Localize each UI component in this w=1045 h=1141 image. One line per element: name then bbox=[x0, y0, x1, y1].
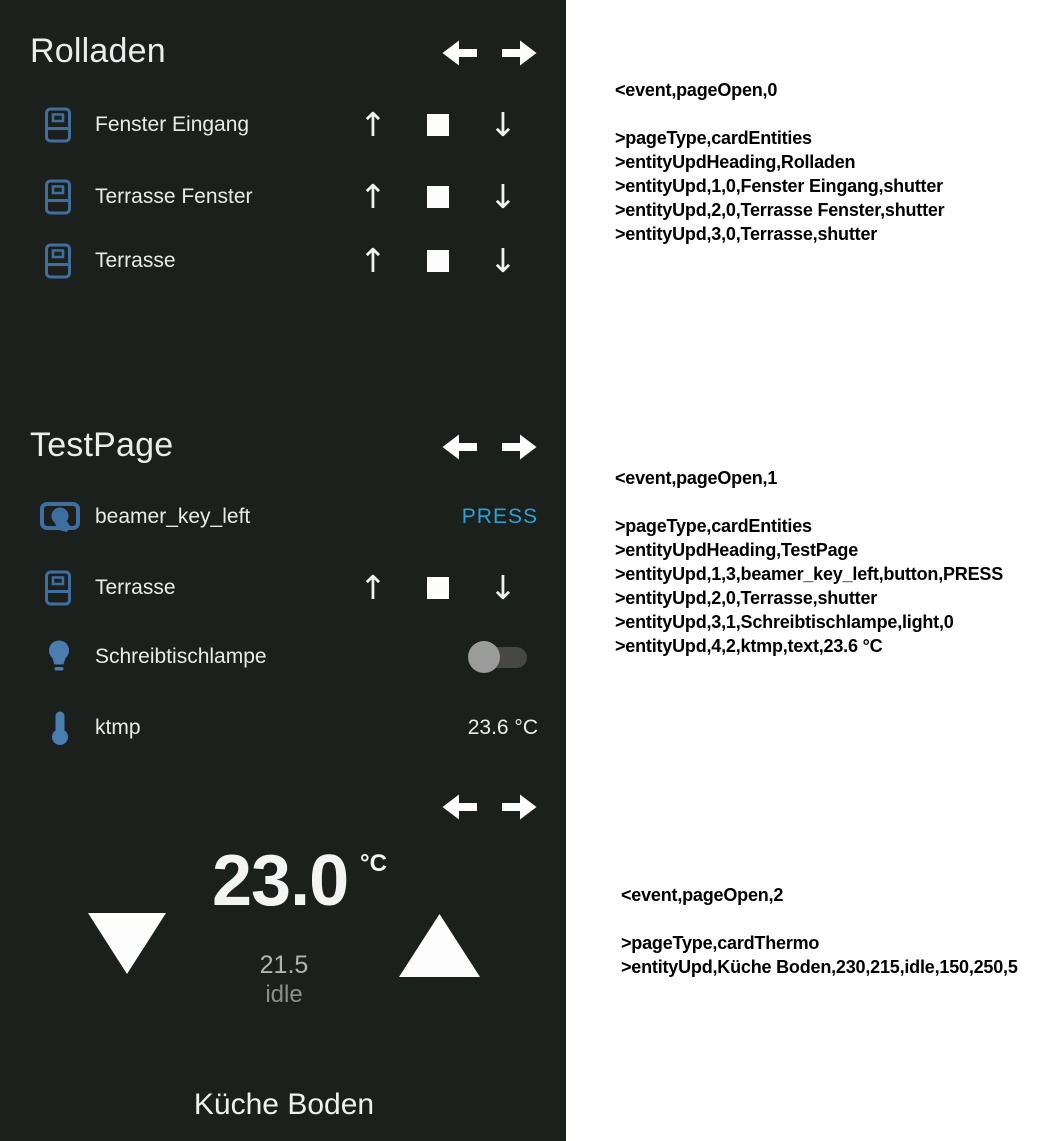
protocol-line: >entityUpd,2,0,Terrasse,shutter bbox=[615, 588, 878, 608]
protocol-line bbox=[621, 907, 1018, 931]
stop-square-icon bbox=[427, 250, 449, 272]
protocol-line: >entityUpd,1,3,beamer_key_left,button,PRESS bbox=[615, 564, 1004, 584]
nav-next-icon[interactable] bbox=[501, 793, 538, 821]
shutter-stop-button[interactable] bbox=[427, 114, 449, 136]
shutter-up-button[interactable]: ↑ bbox=[359, 105, 387, 144]
protocol-line: <event,pageOpen,0 bbox=[615, 80, 778, 100]
shutter-stop-button[interactable] bbox=[427, 186, 449, 208]
shutter-down-button[interactable]: ↓ bbox=[489, 241, 517, 280]
nav-prev-icon[interactable] bbox=[441, 39, 478, 67]
page-title: Rolladen bbox=[30, 32, 166, 70]
shutter-icon bbox=[45, 107, 71, 143]
stop-square-icon bbox=[427, 577, 449, 599]
protocol-line bbox=[615, 102, 945, 126]
protocol-block-page2 bbox=[621, 883, 1018, 979]
nav-next-icon[interactable] bbox=[501, 39, 538, 67]
protocol-line: >entityUpd,Küche Boden,230,215,idle,150,250,5 bbox=[621, 957, 1018, 977]
protocol-line: >entityUpd,3,1,Schreibtischlampe,light,0 bbox=[615, 612, 954, 632]
press-button[interactable]: PRESS bbox=[461, 505, 538, 528]
stop-square-icon bbox=[427, 186, 449, 208]
shutter-stop-button[interactable] bbox=[427, 250, 449, 272]
entity-row bbox=[0, 635, 566, 679]
shutter-icon bbox=[45, 243, 71, 279]
lightbulb-icon bbox=[46, 640, 72, 675]
shutter-down-button[interactable]: ↓ bbox=[489, 105, 517, 144]
protocol-line: <event,pageOpen,2 bbox=[621, 885, 784, 905]
shutter-down-button[interactable]: ↓ bbox=[489, 568, 517, 607]
thermostat-name: Küche Boden bbox=[193, 1088, 375, 1121]
entity-label: Terrasse bbox=[95, 249, 176, 272]
protocol-line: >pageType,cardThermo bbox=[621, 933, 820, 953]
shutter-up-button[interactable]: ↑ bbox=[359, 241, 387, 280]
entity-label: Fenster Eingang bbox=[95, 113, 250, 136]
protocol-line bbox=[615, 490, 1003, 514]
entity-row bbox=[0, 495, 566, 539]
shutter-icon bbox=[45, 570, 71, 606]
shutter-up-button[interactable]: ↑ bbox=[359, 568, 387, 607]
protocol-line: >entityUpd,2,0,Terrasse Fenster,shutter bbox=[615, 200, 945, 220]
protocol-line: >entityUpdHeading,TestPage bbox=[615, 540, 859, 560]
shutter-up-button[interactable]: ↑ bbox=[359, 177, 387, 216]
protocol-block-page0 bbox=[615, 78, 945, 246]
nav-next-icon[interactable] bbox=[501, 433, 538, 461]
entity-label: ktmp bbox=[95, 716, 141, 739]
nav-prev-icon[interactable] bbox=[441, 433, 478, 461]
protocol-block-page1 bbox=[615, 466, 1003, 658]
gesture-tap-button-icon bbox=[40, 499, 80, 535]
protocol-line: >entityUpdHeading,Rolladen bbox=[615, 152, 856, 172]
temperature-unit: °C bbox=[360, 850, 387, 877]
protocol-line: >entityUpd,1,0,Fenster Eingang,shutter bbox=[615, 176, 943, 196]
nav-prev-icon[interactable] bbox=[441, 793, 478, 821]
toggle-knob bbox=[468, 641, 500, 673]
entity-label: Schreibtischlampe bbox=[95, 645, 267, 668]
entity-label: Terrasse Fenster bbox=[95, 185, 253, 208]
shutter-down-button[interactable]: ↓ bbox=[489, 177, 517, 216]
protocol-line: <event,pageOpen,1 bbox=[615, 468, 778, 488]
protocol-line: >pageType,cardEntities bbox=[615, 128, 812, 148]
temp-increase-button[interactable] bbox=[398, 913, 481, 978]
shutter-icon bbox=[45, 179, 71, 215]
entity-row bbox=[0, 175, 566, 219]
entity-row bbox=[0, 566, 566, 610]
temp-decrease-button[interactable] bbox=[87, 912, 167, 975]
entity-label: beamer_key_left bbox=[95, 505, 251, 528]
temperature-value: 23.6 °C bbox=[467, 716, 538, 739]
protocol-line: >entityUpd,3,0,Terrasse,shutter bbox=[615, 224, 878, 244]
current-temperature: 23.0 bbox=[212, 841, 349, 921]
thermometer-icon bbox=[51, 710, 69, 746]
target-temperature: 21.5 bbox=[259, 951, 309, 979]
protocol-line: >entityUpd,4,2,ktmp,text,23.6 °C bbox=[615, 636, 883, 656]
thermostat-state: idle bbox=[265, 981, 303, 1008]
shutter-stop-button[interactable] bbox=[427, 577, 449, 599]
entity-row bbox=[0, 103, 566, 147]
stop-square-icon bbox=[427, 114, 449, 136]
entity-label: Terrasse bbox=[95, 576, 176, 599]
page-title: TestPage bbox=[30, 426, 174, 464]
entity-row bbox=[0, 706, 566, 750]
entity-row bbox=[0, 239, 566, 283]
light-toggle-switch[interactable] bbox=[466, 641, 529, 673]
protocol-line: >pageType,cardEntities bbox=[615, 516, 812, 536]
